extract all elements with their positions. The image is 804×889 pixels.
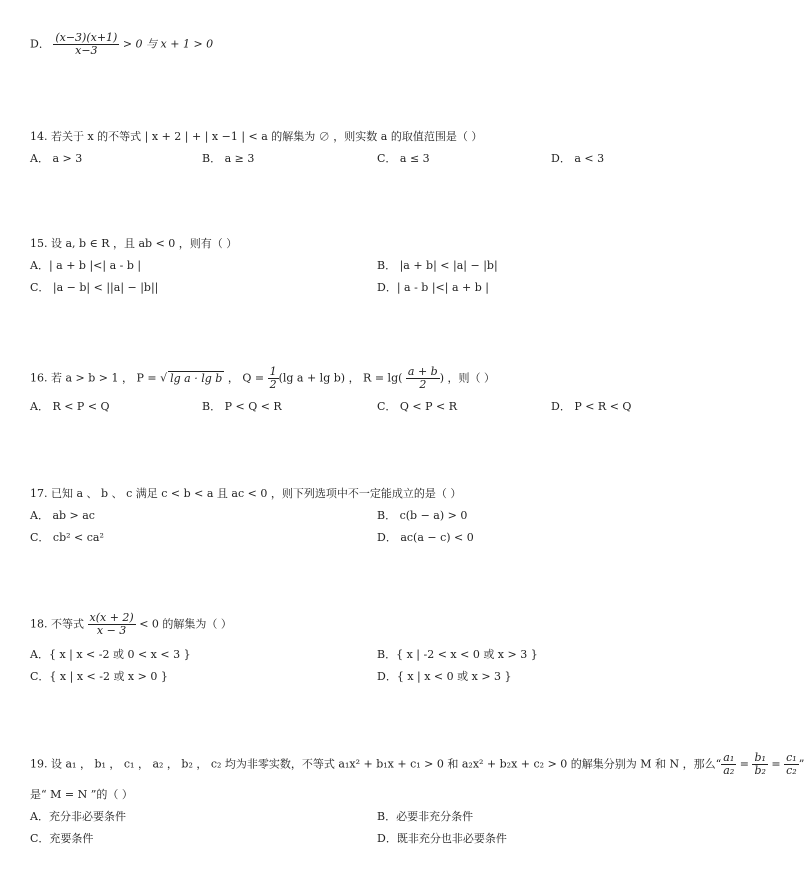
option-a[interactable]: A．{ x | x < -2 或 0 < x < 3 } bbox=[30, 648, 191, 661]
question-stem-line-2: 是“ M = N ”的（ ） bbox=[30, 788, 133, 801]
question-stem: 17. 已知 a 、 b 、 c 满足 c < b < a 且 ac < 0 ，则下列选项中不一定能成立的是（ ） bbox=[30, 487, 462, 500]
question-stem: 14. 若关于 x 的不等式 | x + 2 | + | x −1 | < a 的解集为 ∅ ，则实数 a 的取值范围是（ ） bbox=[30, 130, 483, 143]
question-19 bbox=[30, 750, 804, 852]
question-stem: 16. 若 a > b > 1 ， P = √ lg a · lg b ， Q = $\frac{1}{2}$ (lg a + lg b) ， R = lg( $\frac{a + b}{2}$ ) ，则（ ） bbox=[30, 365, 496, 392]
question-13-option-d: D． $\frac{(x-3)(x+1)}{x-3}$ > 0 与 x + 1 > 0 bbox=[30, 31, 214, 58]
fraction: $\frac{(x-3)(x+1)}{x-3}$ bbox=[55, 31, 118, 58]
option-d[interactable]: D． a < 3 bbox=[551, 152, 605, 165]
option-b[interactable]: B．{ x | -2 < x < 0 或 x > 3 } bbox=[377, 648, 538, 661]
option-c[interactable]: C． a ≤ 3 bbox=[377, 152, 430, 165]
fraction: $\frac{\text{b₁}}{\text{b₂}}$ bbox=[754, 751, 766, 778]
option-a[interactable]: A．| a + b |<| a - b | bbox=[30, 259, 142, 272]
question-17 bbox=[30, 485, 770, 551]
question-stem: 19. 设 a₁ ， b₁ ， c₁ ， a₂ ， b₂ ， c₂ 均为非零实数，不等式 a₁x² + b₁x + c₁ > 0 和 a₂x² + b₂x + c₂ > 0 的解集分别为 M 和 N ，那么“ $\frac{\text{a₁}}{\text{a₂}}$ = $\frac{\text{b₁}}{\text{b₂}}$ = $\frac{\text{c₁}}{\text{c₂}}$ ” bbox=[30, 751, 804, 778]
option-letter: D． bbox=[30, 37, 50, 51]
option-c[interactable]: C． cb² < ca² bbox=[30, 531, 104, 544]
question-stem: 15. 设 a, b ∈ R ，且 ab < 0 ，则有（ ） bbox=[30, 237, 238, 250]
option-b[interactable]: B． P < Q < R bbox=[202, 400, 282, 413]
question-18 bbox=[30, 610, 770, 690]
option-d[interactable]: D．{ x | x < 0 或 x > 3 } bbox=[377, 670, 512, 683]
option-d[interactable]: D．既非充分也非必要条件 bbox=[377, 832, 507, 845]
option-c[interactable]: C． Q < P < R bbox=[377, 400, 458, 413]
option-d[interactable]: D．| a - b |<| a + b | bbox=[377, 281, 489, 294]
option-c[interactable]: C． |a − b| < ||a| − |b|| bbox=[30, 281, 159, 294]
fraction: $\frac{x(x + 2)}{x - 3}$ bbox=[89, 611, 134, 638]
option-a[interactable]: A． ab > ac bbox=[30, 509, 95, 522]
option-a[interactable]: A．充分非必要条件 bbox=[30, 810, 126, 823]
fraction: $\frac{\text{c₁}}{\text{c₂}}$ bbox=[786, 751, 797, 778]
fraction: $\frac{1}{2}$ bbox=[269, 365, 277, 392]
option-b[interactable]: B． |a + b| < |a| − |b| bbox=[377, 259, 498, 272]
option-b[interactable]: B． a ≥ 3 bbox=[202, 152, 255, 165]
fraction: $\frac{a + b}{2}$ bbox=[407, 365, 438, 392]
sqrt-sign: √ bbox=[160, 371, 168, 385]
option-c[interactable]: C．充要条件 bbox=[30, 832, 94, 845]
question-stem: 18. 不等式 $\frac{x(x + 2)}{x - 3}$ < 0 的解集为（ ） bbox=[30, 611, 232, 638]
option-a[interactable]: A． a > 3 bbox=[30, 152, 83, 165]
question-14 bbox=[30, 128, 770, 172]
question-16 bbox=[30, 364, 770, 420]
option-c[interactable]: C．{ x | x < -2 或 x > 0 } bbox=[30, 670, 168, 683]
option-d[interactable]: D． P < R < Q bbox=[551, 400, 632, 413]
option-b[interactable]: B．必要非充分条件 bbox=[377, 810, 474, 823]
option-a[interactable]: A． R < P < Q bbox=[30, 400, 110, 413]
option-b[interactable]: B． c(b − a) > 0 bbox=[377, 509, 468, 522]
option-d[interactable]: D． ac(a − c) < 0 bbox=[377, 531, 474, 544]
fraction: $\frac{\text{a₁}}{\text{a₂}}$ bbox=[723, 751, 735, 778]
question-15 bbox=[30, 235, 770, 301]
